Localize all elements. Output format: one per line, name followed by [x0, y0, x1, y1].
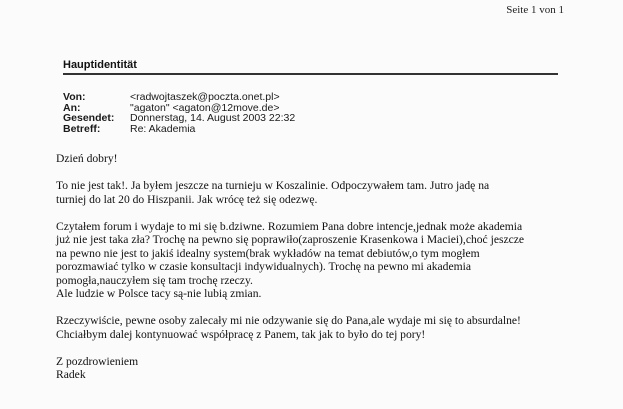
page-number: Seite 1 von 1 [506, 4, 564, 16]
paragraph-gap [56, 301, 581, 315]
paragraph-2-line: pomogła,nauczyłem się tam trochę rzeczy. [56, 273, 253, 287]
signature-line: Radek [56, 368, 86, 381]
subject-label: Betreff: [63, 122, 101, 135]
paragraph-3-line: Chciałbym dalej kontynuować współpracę z Panem, tak jak to było do tej pory! [56, 327, 426, 341]
closing-line: Z pozdrowieniem [56, 354, 139, 368]
paragraph-1-line: To nie jest tak!. Ja byłem jeszcze na turnieju w Koszalinie. Odpoczywałem tam. Jutro jadę na [56, 179, 490, 192]
paragraph-2-line: na pewno nie jest to jakiś idealny system(brak wykładów na temat debiutów,o tym mogłem [56, 246, 480, 260]
greeting-line: Dzień dobry! [56, 152, 118, 165]
paragraph-3-line: Rzeczywiście, pewne osoby zalecały mi nie odzywanie się do Pana,ale wydaje mi się to absurdalne! [56, 314, 521, 327]
paragraph-gap [56, 206, 581, 220]
sent-value: Donnerstag, 14. August 2003 22:32 [130, 112, 296, 125]
heading-rule [63, 73, 558, 75]
to-value: "agaton" <agaton@12move.de> [130, 101, 280, 114]
paragraph-2-line: Ale ludzie w Polsce tacy są-nie lubią zmian. [56, 287, 262, 300]
sent-label: Gesendet: [63, 112, 115, 125]
paragraph-gap [56, 166, 581, 180]
paragraph-2-line: już nie jest taka zła? Trochę na pewno się poprawiło(zaproszenie Krasenkowa i Maciei),choć jeszcze [56, 233, 525, 246]
paragraph-1-line: turniej do lat 20 do Hiszpanii. Jak wrócę też się odezwę. [56, 192, 318, 206]
header-row-from [63, 92, 295, 103]
email-header-fields [63, 92, 295, 134]
subject-value: Re: Akademia [130, 122, 196, 135]
from-value: <radwojtaszek@poczta.onet.pl> [130, 91, 280, 103]
paragraph-gap [56, 341, 581, 355]
header-row-subject [63, 124, 295, 135]
message-body [56, 152, 581, 382]
identity-heading: Hauptidentität [63, 59, 137, 71]
from-label: Von: [63, 91, 86, 103]
paragraph-2-line: Czytałem forum i wydaje to mi się b.dziwne. Rozumiem Pana dobre intencje,jednak może akademia [56, 219, 523, 233]
paragraph-2-line: porozmawiać tylko w czasie konsultacji indywidualnych). Trochę na pewno mi akademia [56, 260, 472, 273]
to-label: An: [63, 101, 81, 114]
